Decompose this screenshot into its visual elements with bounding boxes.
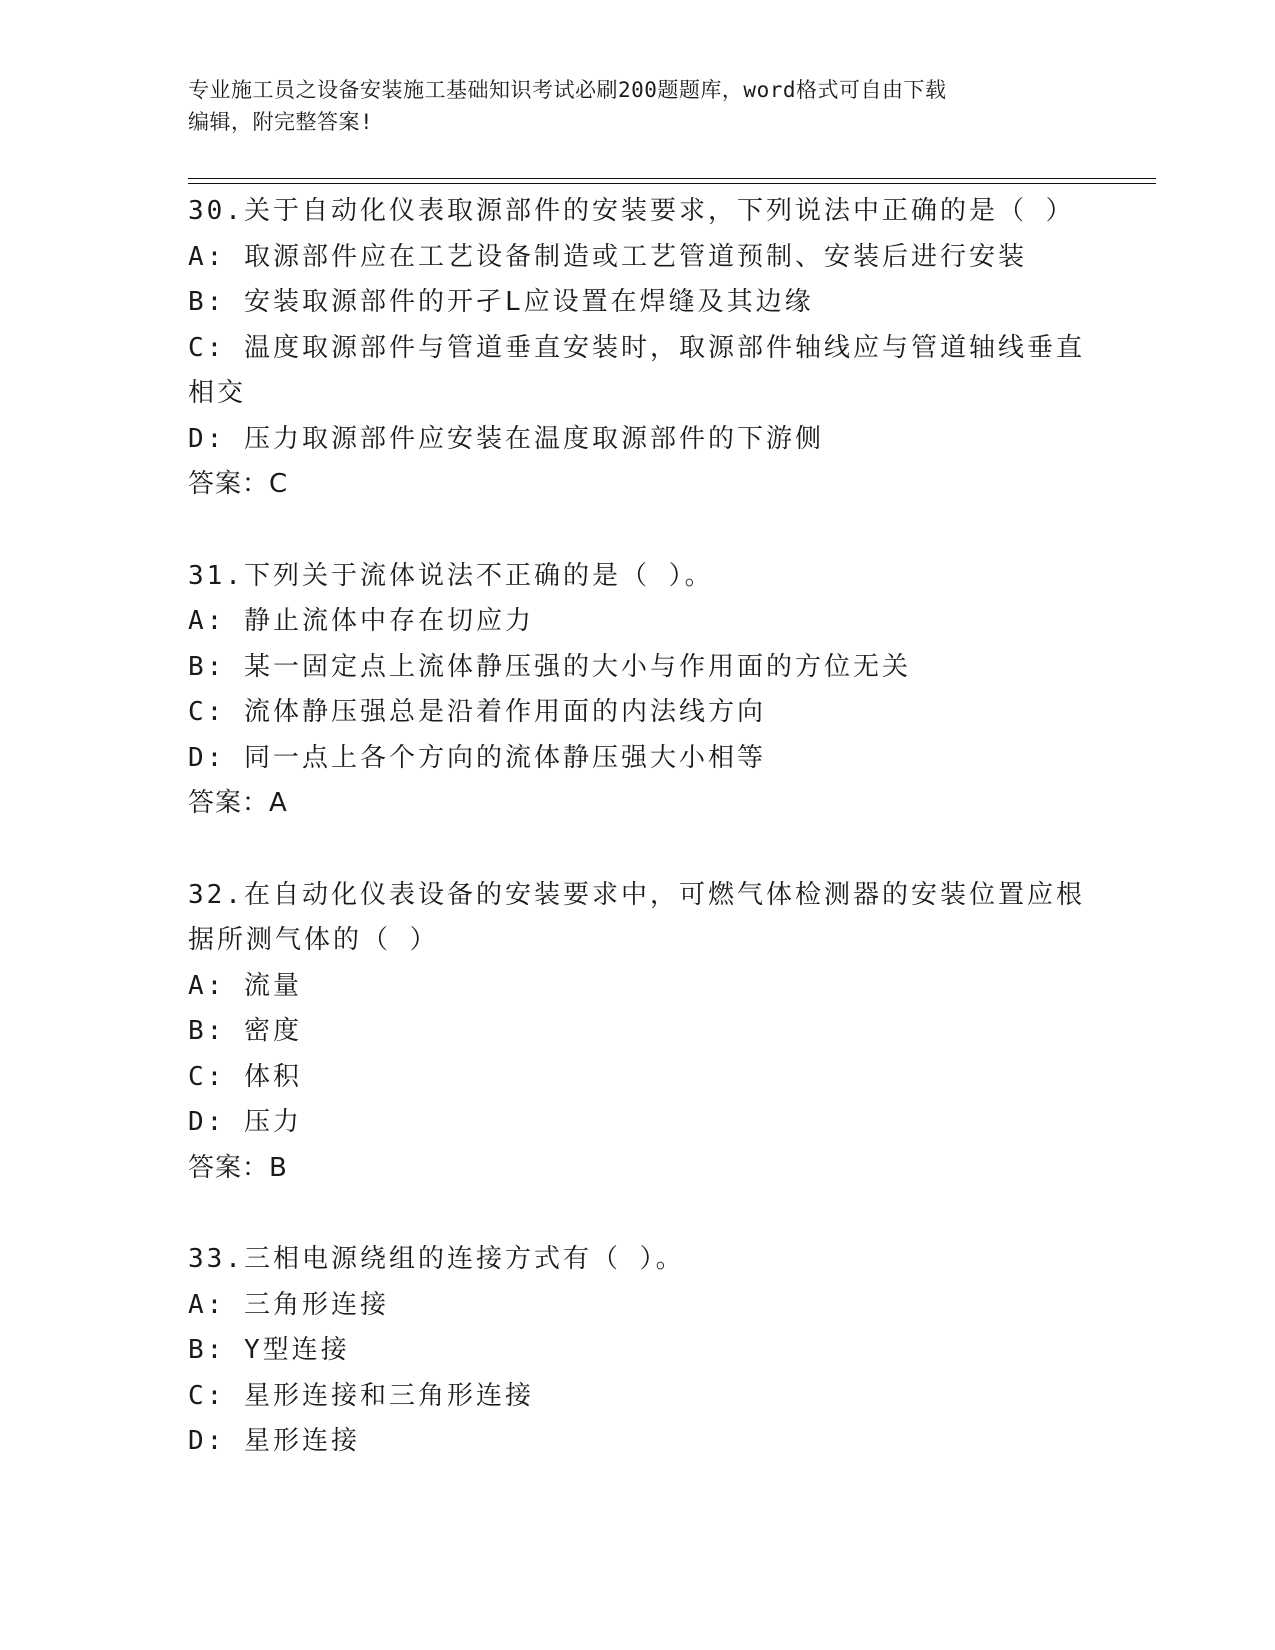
answer-label: 答案：C [188,469,289,499]
option-b: B: 密度 [188,1016,302,1046]
option-a: A: 三角形连接 [188,1289,389,1320]
option-c: C: 流体静压强总是沿着作用面的内法线方向 [188,697,766,727]
question-stem: 33.三相电源绕组的连接方式有（ ）。 [188,1244,685,1274]
document-header [188,74,1068,138]
header-divider-top [188,178,1156,179]
option-d: D: 同一点上各个方向的流体静压强大小相等 [188,742,766,773]
option-a: A: 静止流体中存在切应力 [188,606,534,636]
question-stem: 31.下列关于流体说法不正确的是（ ）。 [188,560,714,591]
option-b: B: Y型连接 [188,1335,350,1365]
question-30 [188,189,1088,508]
answer-label: 答案：A [188,788,288,818]
header-line-1: 专业施工员之设备安装施工基础知识考试必刷200题题库，word格式可自由下载 [188,78,947,102]
option-c: C: 体积 [188,1061,302,1092]
option-d: D: 星形连接 [188,1426,360,1456]
option-c: C: 温度取源部件与管道垂直安装时，取源部件轴线应与管道轴线垂直相交 [188,332,1085,408]
header-line-2: 编辑，附完整答案! [188,110,374,134]
question-stem: 30.关于自动化仪表取源部件的安装要求，下列说法中正确的是（ ） [188,196,1075,226]
answer-label: 答案：B [188,1152,288,1183]
question-31 [188,554,1088,827]
option-b: B: 某一固定点上流体静压强的大小与作用面的方位无关 [188,651,911,682]
option-d: D: 压力 [188,1107,302,1137]
question-33 [188,1237,1088,1465]
option-a: A: 取源部件应在工艺设备制造或工艺管道预制、安装后进行安装 [188,241,1027,272]
question-stem: 32.在自动化仪表设备的安装要求中，可燃气体检测器的安装位置应根据所测气体的（ ） [188,879,1085,955]
option-d: D: 压力取源部件应安装在温度取源部件的下游侧 [188,423,824,454]
header-divider-bottom [188,183,1156,184]
question-list [188,189,1088,1511]
option-b: B: 安装取源部件的开孑L应设置在焊缝及其边缘 [188,287,814,317]
option-c: C: 星形连接和三角形连接 [188,1380,534,1411]
option-a: A: 流量 [188,970,302,1001]
question-32 [188,873,1088,1192]
